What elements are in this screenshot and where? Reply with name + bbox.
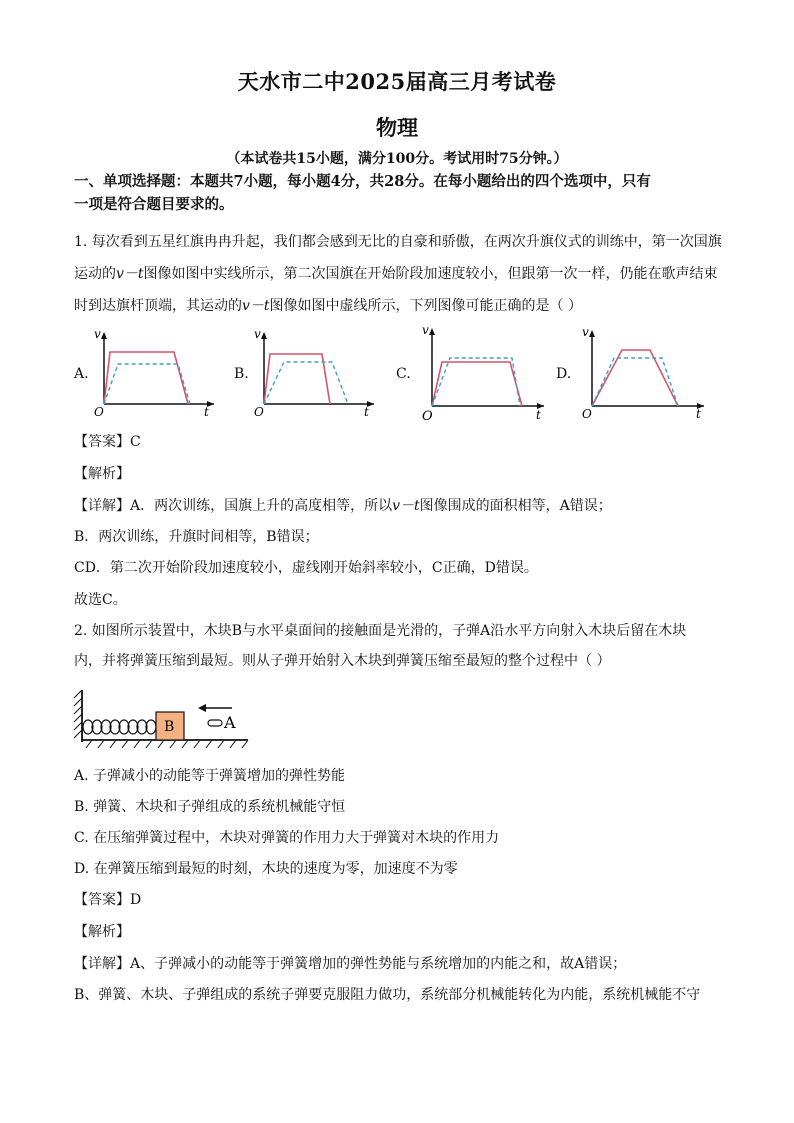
velocity-arrowhead	[198, 704, 206, 712]
q2-option-d[interactable]: D. 在弹簧压缩到最短的时刻，木块的速度为零，加速度不为零	[74, 861, 458, 877]
q1-line3b: 图像如图中虚线所示，下列图像可能正确的是（ ）	[269, 298, 582, 314]
section-heading-line2: 一项是符合题目要求的。	[74, 196, 234, 213]
q1-vt-symbol-2: v－t	[242, 298, 270, 314]
dashed-line	[264, 362, 348, 404]
q1-answer	[74, 432, 141, 452]
q1-option-c-graph[interactable]	[418, 320, 552, 422]
detail-label: 【详解】	[74, 498, 130, 514]
block-b-label: B	[164, 719, 175, 735]
v-axis-arrow	[589, 330, 595, 337]
q1-option-b-graph[interactable]	[252, 326, 382, 418]
bullet-a	[208, 720, 222, 726]
v-label: v	[422, 323, 429, 337]
q1-line3	[74, 296, 582, 316]
v-label: v	[254, 327, 261, 341]
q1-detail-b: B．两次训练，升旗时间相等，B错误；	[74, 529, 319, 545]
t-label: t	[204, 405, 209, 418]
detail-a: A、子弹减小的动能等于弹簧增加的弹性势能与系统增加的内能之和，故A错误；	[130, 956, 627, 972]
v-axis-arrow	[101, 332, 107, 339]
q1-vt-symbol: v－t	[116, 266, 144, 282]
q2-figure	[72, 684, 252, 754]
answer-value: C	[130, 434, 141, 450]
t-label: t	[536, 408, 541, 422]
q1-detail-cd: CD．第二次开始阶段加速度较小，虚线刚开始斜率较小，C正确，D错误。	[74, 560, 538, 576]
q2-line2: 内，并将弹簧压缩到最短。则从子弹开始射入木块到弹簧压缩至最短的整个过程中（ ）	[74, 653, 611, 669]
q1-analysis-label: 【解析】	[74, 466, 130, 482]
t-label: t	[696, 407, 701, 421]
subject-title: 物理	[376, 115, 418, 140]
q1-option-a-graph[interactable]	[92, 326, 222, 418]
q1-line2b: 图像如图中实线所示，第二次国旗在开始阶段加速度较小，但跟第一次一样，仍能在歌声结束	[143, 266, 718, 282]
detail-a1: A．两次训练，国旗上升的高度相等，所以	[130, 498, 393, 514]
v-axis-arrow	[261, 332, 267, 339]
detail-label: 【详解】	[74, 956, 130, 972]
solid-line	[432, 362, 522, 406]
q2-option-b[interactable]: B. 弹簧、木块和子弹组成的系统机械能守恒	[74, 799, 346, 815]
q1-line3a: 时到达旗杆顶端，其运动的	[74, 298, 242, 314]
section-heading	[74, 170, 722, 216]
q1-line2	[74, 264, 718, 284]
q2-option-c[interactable]: C. 在压缩弹簧过程中，木块对弹簧的作用力大于弹簧对木块的作用力	[74, 830, 500, 846]
detail-vt-symbol: v－t	[392, 498, 420, 514]
answer-label: 【答案】	[74, 892, 130, 908]
origin-label: O	[582, 407, 592, 421]
detail-a2: 图像围成的面积相等，A错误；	[419, 498, 612, 514]
v-label: v	[94, 327, 101, 341]
v-axis-arrow	[429, 328, 435, 335]
origin-label: O	[94, 405, 104, 418]
spring	[83, 720, 156, 734]
wall-hatching	[74, 690, 82, 738]
dashed-line	[104, 364, 190, 404]
q1-option-d-label[interactable]: D.	[556, 366, 572, 382]
q2-detail-a	[74, 954, 626, 974]
dashed-line	[432, 358, 520, 406]
q2-option-a[interactable]: A. 子弹减小的动能等于弹簧增加的弹性势能	[74, 768, 346, 784]
answer-value: D	[130, 892, 142, 908]
q1-option-d-graph[interactable]	[578, 324, 712, 422]
q2-answer	[74, 890, 141, 910]
q2-line1: 2. 如图所示装置中，木块B与水平桌面间的接触面是光滑的，子弹A沿水平方向射入木块后留在木块	[74, 623, 687, 639]
q1-line2a: 运动的	[74, 266, 116, 282]
bullet-a-label: A	[224, 713, 236, 732]
q2-analysis-label: 【解析】	[74, 924, 130, 940]
q2-detail-b: B、弹簧、木块、子弹组成的系统子弹要克服阻力做功，系统部分机械能转化为内能，系统机械能不守	[74, 987, 701, 1003]
v-label: v	[582, 325, 589, 339]
q1-option-b-label[interactable]: B.	[234, 366, 249, 382]
q1-conclusion: 故选C。	[74, 592, 127, 608]
q1-line1: 1. 每次看到五星红旗冉冉升起，我们都会感到无比的自豪和骄傲，在两次升旗仪式的训练中，第一次国旗	[74, 234, 722, 250]
origin-label: O	[254, 405, 264, 418]
floor-hatching	[86, 740, 248, 748]
q1-option-c-label[interactable]: C.	[396, 366, 411, 382]
solid-line	[104, 352, 188, 404]
exam-title: 天水市二中2025届高三月考试卷	[237, 69, 557, 94]
section-heading-line1: 一、单项选择题：本题共7小题，每小题4分，共28分。在每小题给出的四个选项中，只有	[74, 173, 651, 190]
origin-label: O	[422, 409, 433, 422]
t-label: t	[364, 405, 369, 418]
q1-option-a-label[interactable]: A.	[74, 366, 89, 382]
q1-detail-a	[74, 496, 612, 516]
answer-label: 【答案】	[74, 434, 130, 450]
exam-note: （本试卷共15小题，满分100分。考试用时75分钟。）	[226, 151, 568, 167]
